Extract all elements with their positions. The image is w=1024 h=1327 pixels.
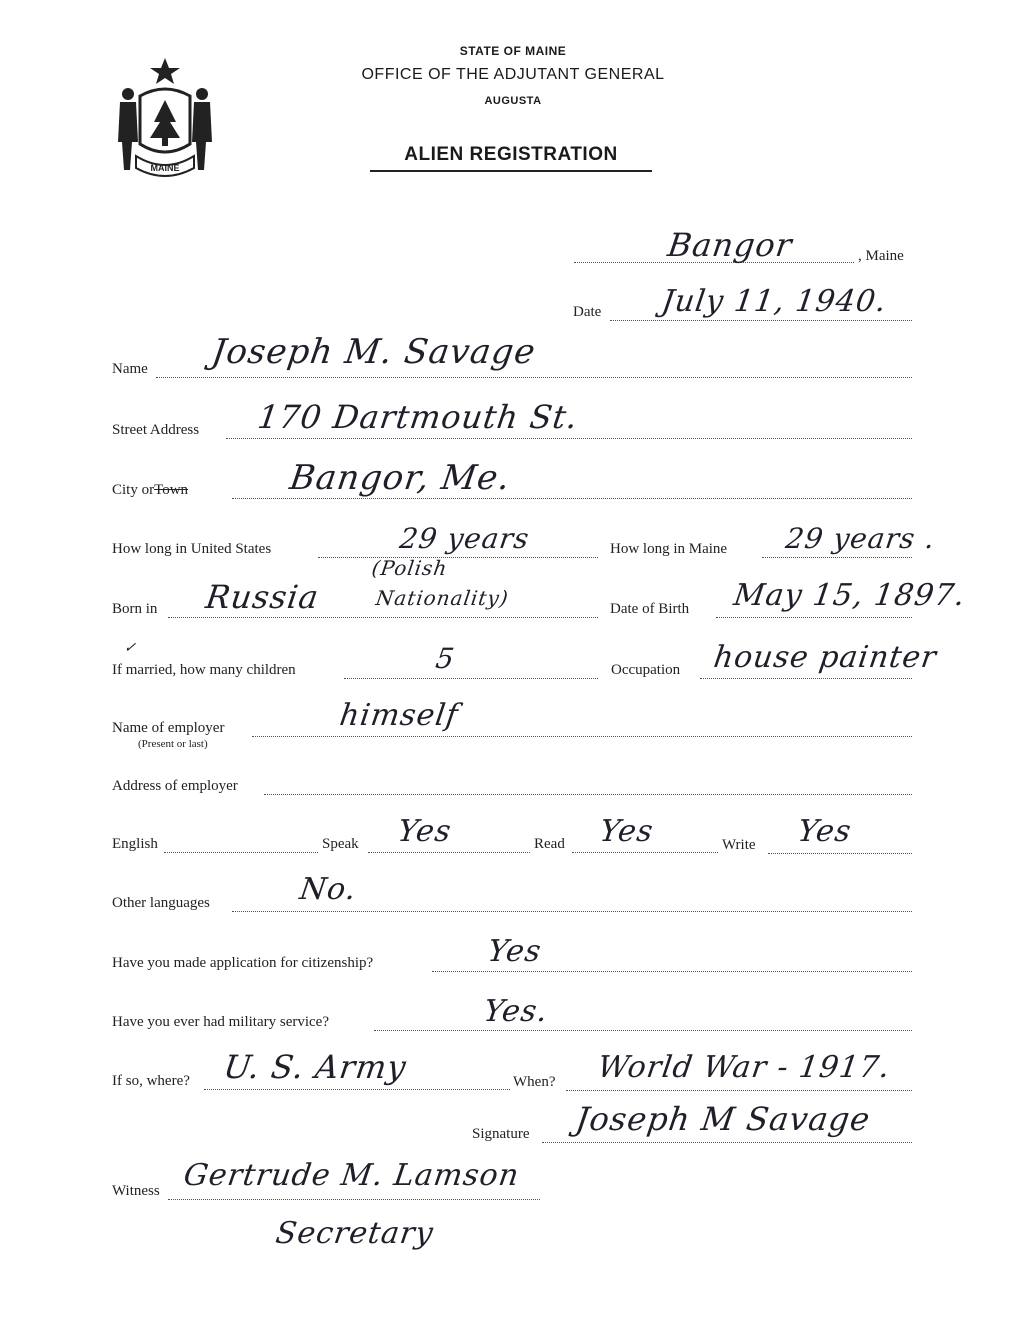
name-line	[156, 377, 912, 378]
maine-label: , Maine	[858, 248, 904, 264]
children-value: 5	[433, 642, 458, 675]
date-label: Date	[573, 304, 602, 320]
witness-label: Witness	[112, 1183, 160, 1199]
military-label: Have you ever had military service?	[112, 1014, 329, 1030]
speak-value: Yes	[395, 814, 454, 849]
nationality-note-line2: Nationality)	[374, 586, 511, 610]
signature-label: Signature	[472, 1126, 530, 1142]
maine-years-label: How long in Maine	[610, 541, 728, 557]
speak-label: Speak	[322, 836, 359, 852]
employer-line	[252, 736, 912, 737]
employer-address-label: Address of employer	[112, 778, 238, 794]
witness-value: Gertrude M. Lamson	[181, 1158, 522, 1193]
maine-years-line	[762, 557, 912, 558]
title-underline	[370, 170, 652, 172]
witness-line	[168, 1199, 540, 1200]
citizenship-label: Have you made application for citizenship?	[112, 955, 374, 971]
children-label: If married, how many children	[112, 662, 296, 678]
us-years-label: How long in United States	[112, 541, 272, 557]
read-value: Yes	[597, 814, 656, 849]
name-value: Joseph M. Savage	[209, 332, 539, 372]
other-languages-label: Other languages	[112, 895, 210, 911]
employer-value: himself	[337, 698, 461, 733]
military-line	[374, 1030, 912, 1031]
other-languages-line	[232, 911, 912, 912]
occupation-label: Occupation	[611, 662, 681, 678]
witness-title: Secretary	[273, 1216, 436, 1251]
dob-label: Date of Birth	[610, 601, 690, 617]
dob-value: May 15, 1897.	[731, 578, 968, 613]
city-value: Bangor, Me.	[287, 458, 514, 498]
dob-line	[716, 617, 912, 618]
english-line	[164, 852, 318, 853]
born-in-value: Russia	[203, 578, 322, 616]
where-label: If so, where?	[112, 1073, 190, 1089]
employer-label: Name of employer	[112, 720, 225, 736]
state-heading: STATE OF MAINE	[459, 44, 567, 58]
citizenship-value: Yes	[485, 934, 544, 969]
military-value: Yes.	[481, 994, 551, 1029]
form-title: ALIEN REGISTRATION	[404, 144, 618, 165]
children-line	[344, 678, 598, 679]
citizenship-line	[432, 971, 912, 972]
name-label: Name	[112, 361, 148, 377]
occupation-line	[700, 678, 912, 679]
employer-address-line	[264, 794, 912, 795]
signature-value: Joseph M Savage	[573, 1100, 873, 1138]
date-line	[610, 320, 912, 321]
when-label: When?	[513, 1074, 556, 1090]
other-languages-value: No.	[297, 872, 359, 907]
read-line	[572, 852, 718, 853]
english-label: English	[112, 836, 158, 852]
signature-line	[542, 1142, 912, 1143]
where-line	[204, 1089, 510, 1090]
speak-line	[368, 852, 530, 853]
street-label: Street Address	[112, 422, 200, 438]
maine-state-seal-icon	[110, 52, 220, 182]
employer-sublabel: (Present or last)	[138, 738, 208, 750]
us-years-line	[318, 557, 598, 558]
write-line	[768, 853, 912, 854]
seal-ribbon-text: MAINE	[150, 163, 180, 173]
street-line	[226, 438, 912, 439]
town-value: Bangor	[665, 226, 795, 264]
where-value: U. S. Army	[221, 1048, 409, 1086]
write-label: Write	[722, 837, 756, 853]
street-value: 170 Dartmouth St.	[255, 398, 581, 436]
write-value: Yes	[795, 814, 854, 849]
born-in-line	[168, 617, 598, 618]
maine-years-value: 29 years .	[783, 522, 938, 555]
checkmark-icon: ✓	[122, 640, 138, 656]
us-years-value: 29 years	[397, 522, 532, 555]
nationality-note-line1: (Polish	[370, 556, 450, 580]
city-heading: AUGUSTA	[484, 95, 542, 107]
city-label	[112, 482, 188, 499]
office-heading: OFFICE OF THE ADJUTANT GENERAL	[361, 66, 665, 83]
city-or-text: City or	[112, 482, 155, 498]
city-line	[232, 498, 912, 499]
town-struck-text: Town	[154, 482, 189, 498]
born-in-label: Born in	[112, 601, 158, 617]
when-line	[566, 1090, 912, 1091]
read-label: Read	[534, 836, 565, 852]
occupation-value: house painter	[711, 640, 940, 675]
date-value: July 11, 1940.	[659, 284, 890, 319]
when-value: World War - 1917.	[595, 1050, 893, 1085]
